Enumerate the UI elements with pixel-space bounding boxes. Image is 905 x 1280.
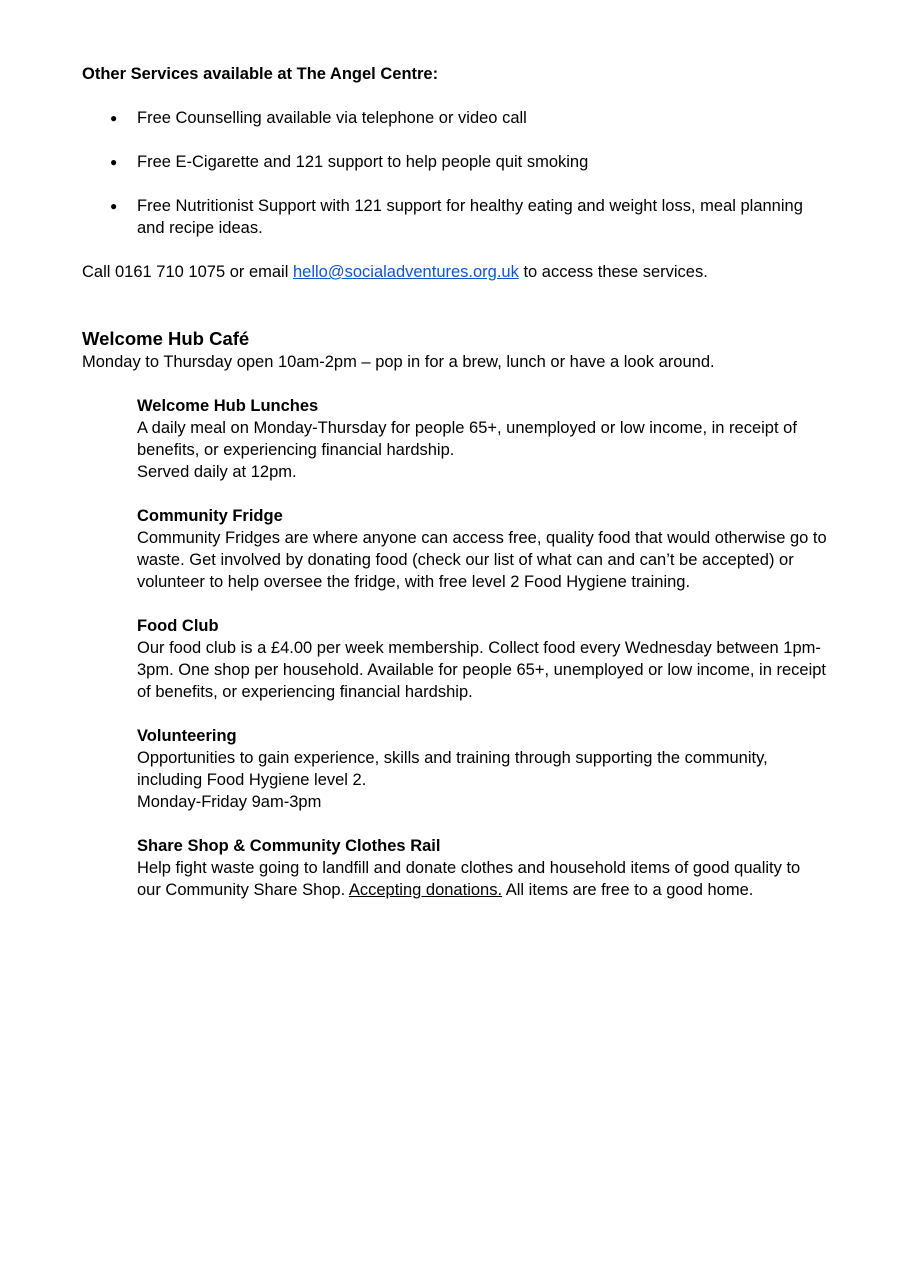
- lunches-served: Served daily at 12pm.: [137, 463, 297, 481]
- fridge-body: Community Fridges are where anyone can access free, quality food that would otherwise go to waste. Get involved by donating food (check our list of what can and can’t be accepted) or volunteer to help oversee the fridge, with free level 2 Food Hygiene training.: [137, 529, 827, 591]
- list-item: [82, 151, 832, 173]
- share-shop-body-end: All items are free to a good home.: [502, 881, 754, 899]
- service-text: Free Counselling available via telephone or video call: [137, 109, 527, 127]
- email-link[interactable]: hello@socialadventures.org.uk: [292, 263, 519, 281]
- welcome-hub-title: Welcome Hub Café: [82, 328, 250, 349]
- volunteering-hours: Monday-Friday 9am-3pm: [137, 793, 322, 811]
- lunches-title: Welcome Hub Lunches: [137, 397, 319, 415]
- donations-link[interactable]: Accepting donations.: [348, 881, 503, 899]
- services-list: [82, 107, 832, 239]
- service-text: Free Nutritionist Support with 121 support for healthy eating and weight loss, meal planning and recipe ideas.: [137, 197, 803, 237]
- bullet-icon: ●: [110, 111, 118, 125]
- share-shop-title: Share Shop & Community Clothes Rail: [137, 837, 441, 855]
- share-shop-body-start: Help fight waste going to landfill and donate clothes and household items of good quality to our Community Share Shop.: [137, 859, 801, 899]
- list-item: [82, 195, 832, 239]
- lunches-section: [137, 395, 827, 483]
- contact-prefix: Call 0161 710 1075 or email: [82, 263, 293, 281]
- service-text: Free E-Cigarette and 121 support to help people quit smoking: [137, 153, 589, 171]
- lunches-body: A daily meal on Monday-Thursday for people 65+, unemployed or low income, in receipt of benefits, or experiencing financial hardship.: [137, 419, 797, 459]
- welcome-hub-intro: Monday to Thursday open 10am-2pm – pop in for a brew, lunch or have a look around.: [82, 353, 715, 371]
- share-shop-section: [137, 835, 827, 901]
- food-club-body: Our food club is a £4.00 per week membership. Collect food every Wednesday between 1pm-3pm. One shop per household. Available for people 65+, unemployed or low income, in receipt of benefits, or experiencing financial hardship.: [137, 639, 827, 701]
- bullet-icon: ●: [110, 199, 118, 213]
- list-item: [82, 107, 832, 129]
- document-page: [82, 63, 832, 923]
- other-services-heading: Other Services available at The Angel Centre:: [82, 65, 439, 83]
- contact-line: [82, 261, 832, 283]
- welcome-hub-subsections: [137, 395, 827, 901]
- bullet-icon: ●: [110, 155, 118, 169]
- contact-suffix: to access these services.: [518, 263, 708, 281]
- food-club-section: [137, 615, 827, 703]
- food-club-title: Food Club: [137, 617, 219, 635]
- fridge-section: [137, 505, 827, 593]
- volunteering-body: Opportunities to gain experience, skills and training through supporting the community, including Food Hygiene level 2.: [137, 749, 768, 789]
- volunteering-section: [137, 725, 827, 813]
- fridge-title: Community Fridge: [137, 507, 283, 525]
- share-shop-body: [137, 857, 827, 901]
- volunteering-title: Volunteering: [137, 727, 237, 745]
